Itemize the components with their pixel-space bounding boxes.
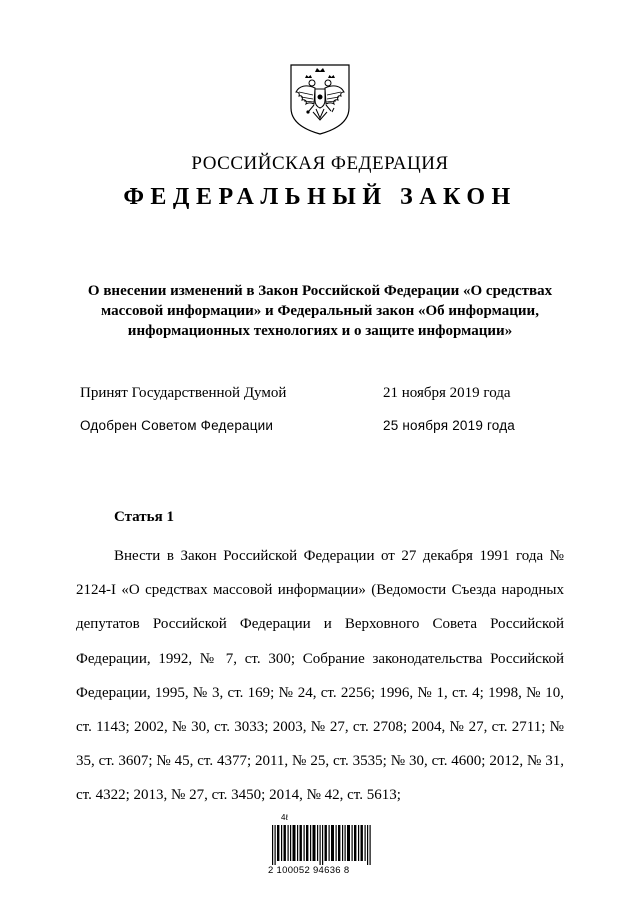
adoption-council-label: Одобрен Советом Федерации [80,418,274,433]
barcode-mark: 4ℓ [281,813,289,822]
adoption-duma-label: Принят Государственной Думой [80,385,287,401]
coat-of-arms-icon [288,62,352,136]
document-type: ФЕДЕРАЛЬНЫЙ ЗАКОН [123,184,517,210]
law-title: О внесении изменений в Закон Российской Федерации «О средствах массовой информации» и Федеральный закон «Об информации, информационных технологиях и о защите информации» [87,283,553,339]
adoption-duma-date: 21 ноября 2019 года [383,385,511,401]
barcode-block [268,813,378,893]
article-paragraph: Внести в Закон Российской Федерации от 27 декабря 1991 года № 2124-I «О средствах массовой информации» (Ведомости Съезда народных депутатов Российской Федерации и Верховного Совета Российской Федерации, 1992, № 7, ст. 300; Собрание законодательства Российской Федерации, 1995, № 3, ст. 169; № 24, ст. 2256; 1996, № 1, ст. 4; 1998, № 10, ст. 1143; 2002, № 30, ст. 3033; 2003, № 27, ст. 2708; 2004, № 27, ст. 2711; № 35, ст. 3607; № 45, ст. 4377; 2011, № 25, ст. 3535; № 30, ст. 4600; 2012, № 31, ст. 4322; 2013, № 27, ст. 3450; 2014, № 42, ст. 5613; [76,548,564,804]
barcode-icon [268,825,378,865]
adoption-council-date: 25 ноября 2019 года [383,418,515,433]
barcode-number: 2 100052 94636 8 [268,865,350,876]
article-heading: Статья 1 [114,509,174,525]
country-name: РОССИЙСКАЯ ФЕДЕРАЦИЯ [191,153,449,174]
